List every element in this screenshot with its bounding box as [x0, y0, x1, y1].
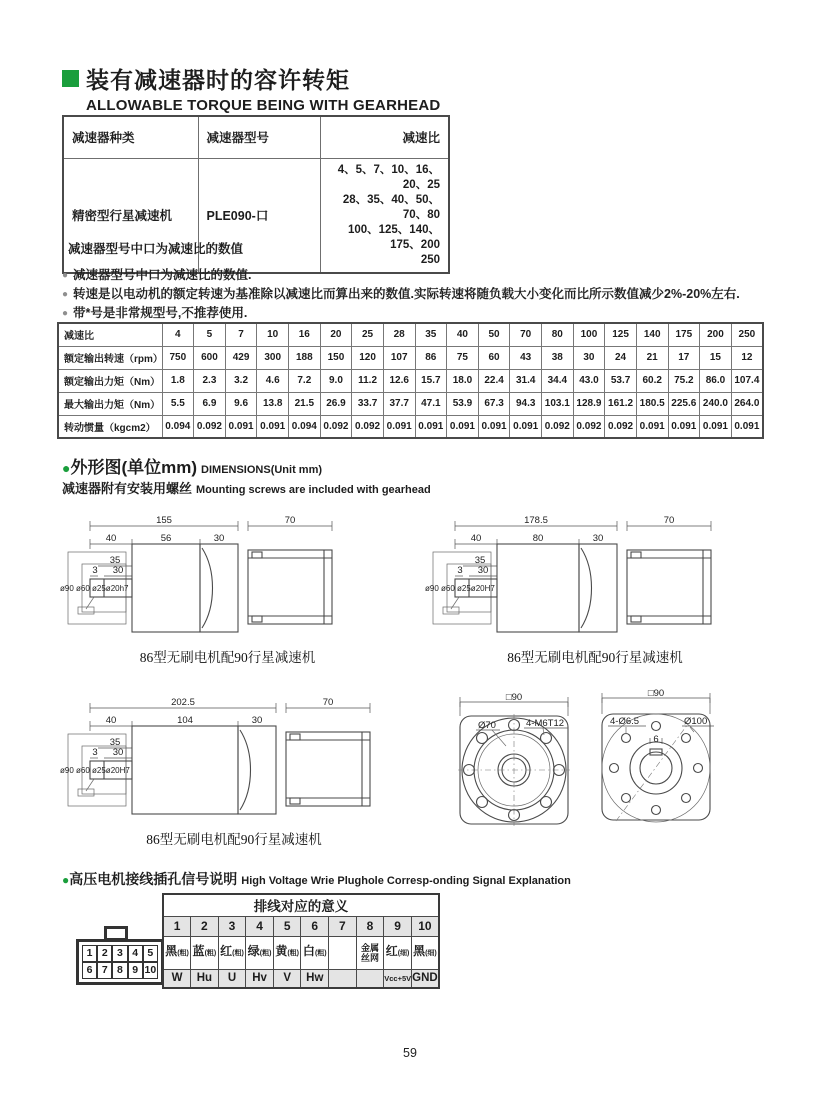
- spec-cell: 75: [447, 346, 479, 369]
- spec-cell: 7: [225, 323, 257, 346]
- flange-width-label: □90: [505, 692, 523, 703]
- spec-cell: 21: [636, 346, 668, 369]
- spec-table: [57, 322, 764, 439]
- spec-cell: 60.2: [636, 369, 668, 392]
- spec-cell: 0.091: [257, 415, 289, 438]
- spec-row: [58, 346, 763, 369]
- drawing-caption: 86型无刷电机配90行星减速机: [507, 650, 683, 665]
- spec-cell: 200: [700, 323, 732, 346]
- page-title: 装有减速器时的容许转矩: [86, 67, 350, 93]
- spec-cell: 429: [225, 346, 257, 369]
- note-item: [62, 266, 740, 285]
- dim-b: 56: [160, 533, 172, 544]
- spec-cell: 4: [162, 323, 194, 346]
- wire-color-cell: 黑(细): [411, 936, 439, 969]
- spec-cell: 100: [573, 323, 605, 346]
- bullet-icon: ●: [62, 289, 69, 300]
- spec-cell: 26.9: [320, 392, 352, 415]
- spec-cell: 128.9: [573, 392, 605, 415]
- ratio-line: 28、35、40、50、70、80: [342, 193, 440, 221]
- spec-cell: 86: [415, 346, 447, 369]
- note-text: 带*号是非常规型号,不推荐使用.: [73, 306, 248, 320]
- spec-cell: 4.6: [257, 369, 289, 392]
- signal-row: [163, 969, 439, 988]
- notes-list: [62, 266, 740, 323]
- spec-cell: 40: [447, 323, 479, 346]
- pin-number-cell: 2: [191, 916, 219, 936]
- signal-cell: [329, 969, 357, 988]
- connector-plug: [76, 926, 164, 985]
- page-title-en: ALLOWABLE TORQUE BEING WITH GEARHEAD: [86, 97, 441, 114]
- dim-e1: 35: [109, 737, 121, 748]
- pin-number-row: [163, 916, 439, 936]
- shaft-diameters-label: ø90 ø60 ø25ø20h7: [60, 584, 129, 593]
- spec-cell: 0.092: [573, 415, 605, 438]
- spec-table-body: [58, 323, 763, 438]
- dim-e2: 30: [112, 565, 124, 576]
- spec-cell: 0.091: [478, 415, 510, 438]
- spec-cell: 67.3: [478, 392, 510, 415]
- connector-pin: 7: [97, 962, 112, 979]
- spec-cell: 24: [605, 346, 637, 369]
- spec-cell: 3.2: [225, 369, 257, 392]
- wire-section-heading: [62, 869, 571, 889]
- spec-cell: 750: [162, 346, 194, 369]
- spec-cell: 10: [257, 323, 289, 346]
- dim-a: 40: [105, 533, 117, 544]
- spec-cell: 25: [352, 323, 384, 346]
- dim-b: 80: [532, 533, 544, 544]
- wire-color-row: [163, 936, 439, 969]
- wire-table: [162, 893, 440, 989]
- spec-cell: 0.091: [668, 415, 700, 438]
- drawing-caption: 86型无刷电机配90行星减速机: [139, 650, 316, 665]
- spec-cell: 12: [731, 346, 763, 369]
- spec-cell: 0.094: [289, 415, 321, 438]
- spec-cell: 2.3: [194, 369, 226, 392]
- dim-e2: 30: [477, 565, 489, 576]
- spec-cell: 0.092: [194, 415, 226, 438]
- side-view-drawing-2: [425, 512, 765, 644]
- spec-cell: 0.092: [605, 415, 637, 438]
- signal-cell: GND: [411, 969, 439, 988]
- connector-pin: 10: [143, 962, 158, 979]
- bullet-icon: ●: [62, 873, 70, 887]
- note-text: 减速器型号中口为减速比的数值.: [73, 268, 252, 282]
- spec-row-label: 转动惯量（kgcm2）: [58, 415, 162, 438]
- spec-cell: 50: [478, 323, 510, 346]
- spec-cell: 0.091: [731, 415, 763, 438]
- gearhead-col-type: 减速器种类: [63, 116, 198, 158]
- wire-table-title: 排线对应的意义: [163, 894, 439, 916]
- dim-c: 30: [213, 533, 225, 544]
- spec-cell: 0.091: [415, 415, 447, 438]
- spec-cell: 43.0: [573, 369, 605, 392]
- spec-cell: 12.6: [383, 369, 415, 392]
- spec-row: [58, 392, 763, 415]
- side-view-drawing-3: [60, 694, 408, 826]
- wire-color-cell: 蓝(粗): [191, 936, 219, 969]
- gearhead-model: PLE090-口: [198, 158, 320, 273]
- spec-cell: 53.9: [447, 392, 479, 415]
- spec-cell: 94.3: [510, 392, 542, 415]
- dimensions-heading: [62, 453, 322, 478]
- spec-cell: 35: [415, 323, 447, 346]
- signal-cell: Hv: [246, 969, 274, 988]
- spec-cell: 300: [257, 346, 289, 369]
- dim-b: 104: [177, 715, 193, 726]
- connector-pin: 9: [128, 962, 143, 979]
- spec-cell: 250: [731, 323, 763, 346]
- dimensions-note-en: Mounting screws are included with gearhead: [196, 484, 431, 496]
- flange-width-label: □90: [647, 688, 665, 699]
- connector-pin: 5: [143, 945, 158, 962]
- spec-cell: 75.2: [668, 369, 700, 392]
- signal-cell: U: [218, 969, 246, 988]
- connector-pin-grid: [82, 945, 158, 979]
- bullet-icon: ●: [62, 460, 71, 476]
- spec-cell: 43: [510, 346, 542, 369]
- signal-cell: [356, 969, 384, 988]
- side-view-drawing-1: [60, 512, 395, 644]
- spec-cell: 140: [636, 323, 668, 346]
- pin-number-cell: 7: [329, 916, 357, 936]
- note-item: [62, 304, 740, 323]
- spec-cell: 0.091: [636, 415, 668, 438]
- wire-color-cell: 红(细): [384, 936, 412, 969]
- dimensions-heading-en: DIMENSIONS(Unit mm): [201, 464, 323, 476]
- spec-cell: 175: [668, 323, 700, 346]
- flange-front-view: [448, 692, 580, 844]
- spec-cell: 0.091: [383, 415, 415, 438]
- signal-cell: V: [273, 969, 301, 988]
- wire-color-cell: 黄(粗): [273, 936, 301, 969]
- spec-cell: 9.6: [225, 392, 257, 415]
- pin-number-cell: 6: [301, 916, 329, 936]
- gearhead-ratios: [320, 158, 449, 273]
- connector-pin: 3: [112, 945, 127, 962]
- wire-color-cell: [329, 936, 357, 969]
- spec-cell: 30: [573, 346, 605, 369]
- signal-cell: Hu: [191, 969, 219, 988]
- spec-cell: 22.4: [478, 369, 510, 392]
- shaft-diameters-label: ø90 ø60 ø25ø20H7: [425, 584, 495, 593]
- spec-cell: 9.0: [320, 369, 352, 392]
- pin-number-cell: 5: [273, 916, 301, 936]
- gearhead-col-model: 减速器型号: [198, 116, 320, 158]
- dimensions-subtitle: [62, 478, 431, 498]
- spec-cell: 0.091: [510, 415, 542, 438]
- spec-cell: 7.2: [289, 369, 321, 392]
- connector-pin: 1: [82, 945, 97, 962]
- dimensions-heading-zh: 外形图(单位mm): [70, 458, 198, 477]
- gearhead-footnote: 减速器型号中口为减速比的数值: [68, 242, 244, 256]
- spec-cell: 0.091: [225, 415, 257, 438]
- spec-cell: 240.0: [700, 392, 732, 415]
- dim-c: 30: [251, 715, 263, 726]
- spec-cell: 86.0: [700, 369, 732, 392]
- spec-row-label: 最大输出力矩（Nm）: [58, 392, 162, 415]
- page-header: [62, 62, 440, 114]
- dim-a: 40: [105, 715, 117, 726]
- spec-cell: 20: [320, 323, 352, 346]
- connector-body: [76, 939, 164, 985]
- spec-cell: 34.4: [542, 369, 574, 392]
- dim-motor: 70: [284, 515, 296, 526]
- dim-a: 40: [470, 533, 482, 544]
- spec-cell: 21.5: [289, 392, 321, 415]
- spec-cell: 225.6: [668, 392, 700, 415]
- spec-row: [58, 415, 763, 438]
- dimensions-note-zh: 减速器附有安装用螺丝: [62, 481, 193, 496]
- wire-heading-en: High Voltage Wrie Plughole Corresp-onding Signal Explanation: [241, 875, 571, 887]
- bullet-icon: ●: [62, 308, 69, 319]
- wire-color-cell: 黑(粗): [163, 936, 191, 969]
- spec-cell: 264.0: [731, 392, 763, 415]
- spec-cell: 17: [668, 346, 700, 369]
- ratio-line: 250: [420, 253, 440, 266]
- flange-body-label: Ø100: [684, 716, 708, 727]
- spec-cell: 107: [383, 346, 415, 369]
- spec-cell: 28: [383, 323, 415, 346]
- dim-total: 178.5: [524, 515, 548, 526]
- dim-e3: 3: [92, 747, 98, 758]
- green-square-icon: [62, 70, 79, 87]
- dim-e3: 3: [457, 565, 463, 576]
- spec-cell: 31.4: [510, 369, 542, 392]
- dim-e3: 3: [92, 565, 98, 576]
- flange-bolts-label: 4-M6T12: [526, 718, 565, 729]
- dim-total: 155: [156, 515, 172, 526]
- flange-rear-view: [588, 688, 726, 844]
- spec-cell: 11.2: [352, 369, 384, 392]
- spec-cell: 1.8: [162, 369, 194, 392]
- spec-cell: 0.092: [542, 415, 574, 438]
- ratio-line: 100、125、140、175、200: [347, 223, 440, 251]
- spec-cell: 53.7: [605, 369, 637, 392]
- spec-cell: 47.1: [415, 392, 447, 415]
- wire-color-cell: 金属丝网: [356, 936, 384, 969]
- spec-cell: 5.5: [162, 392, 194, 415]
- spec-cell: 6.9: [194, 392, 226, 415]
- drawing-caption: 86型无刷电机配90行星减速机: [146, 832, 322, 847]
- flange-pilot-label: Ø70: [478, 720, 496, 731]
- spec-cell: 33.7: [352, 392, 384, 415]
- spec-cell: 80: [542, 323, 574, 346]
- spec-cell: 600: [194, 346, 226, 369]
- spec-row-label: 减速比: [58, 323, 162, 346]
- shaft-diameters-label: ø90 ø60 ø25ø20H7: [60, 766, 130, 775]
- pin-number-cell: 8: [356, 916, 384, 936]
- pin-number-cell: 1: [163, 916, 191, 936]
- spec-cell: 0.092: [352, 415, 384, 438]
- spec-cell: 18.0: [447, 369, 479, 392]
- dim-motor: 70: [663, 515, 675, 526]
- spec-cell: 0.094: [162, 415, 194, 438]
- dim-e1: 35: [474, 555, 486, 566]
- spec-cell: 0.092: [320, 415, 352, 438]
- keyway-width-label: 6: [653, 734, 659, 745]
- dim-c: 30: [592, 533, 604, 544]
- pin-number-cell: 10: [411, 916, 439, 936]
- pin-number-cell: 3: [218, 916, 246, 936]
- dim-e2: 30: [112, 747, 124, 758]
- spec-cell: 103.1: [542, 392, 574, 415]
- spec-cell: 60: [478, 346, 510, 369]
- spec-cell: 38: [542, 346, 574, 369]
- connector-pin: 8: [112, 962, 127, 979]
- spec-cell: 161.2: [605, 392, 637, 415]
- signal-cell: W: [163, 969, 191, 988]
- page-number: 59: [403, 1046, 417, 1060]
- note-item: [62, 285, 740, 304]
- connector-pin: 4: [128, 945, 143, 962]
- wire-color-cell: 白(粗): [301, 936, 329, 969]
- bullet-icon: ●: [62, 270, 69, 281]
- wire-color-cell: 红(粗): [218, 936, 246, 969]
- spec-cell: 37.7: [383, 392, 415, 415]
- spec-row: [58, 369, 763, 392]
- flange-holes-label: 4-Ø6.5: [610, 716, 640, 727]
- spec-cell: 0.091: [700, 415, 732, 438]
- signal-cell: Vcc+5V: [384, 969, 412, 988]
- spec-cell: 5: [194, 323, 226, 346]
- spec-row-label: 额定输出转速（rpm）: [58, 346, 162, 369]
- pin-number-cell: 9: [384, 916, 412, 936]
- spec-cell: 0.091: [447, 415, 479, 438]
- signal-cell: Hw: [301, 969, 329, 988]
- connector-pin: 6: [82, 962, 97, 979]
- spec-row: [58, 323, 763, 346]
- spec-cell: 180.5: [636, 392, 668, 415]
- spec-cell: 16: [289, 323, 321, 346]
- dim-total: 202.5: [171, 697, 195, 708]
- spec-cell: 15: [700, 346, 732, 369]
- spec-cell: 125: [605, 323, 637, 346]
- wire-color-cell: 绿(粗): [246, 936, 274, 969]
- spec-cell: 13.8: [257, 392, 289, 415]
- dim-e1: 35: [109, 555, 121, 566]
- note-text: 转速是以电动机的额定转速为基准除以减速比而算出来的数值.实际转速将随负载大小变化而比所示数值减少2%-20%左右.: [73, 287, 740, 301]
- spec-cell: 150: [320, 346, 352, 369]
- dim-motor: 70: [322, 697, 334, 708]
- connector-pin: 2: [97, 945, 112, 962]
- gearhead-type: 精密型行星减速机: [63, 158, 198, 273]
- spec-cell: 107.4: [731, 369, 763, 392]
- wire-heading-zh: 高压电机接线插孔信号说明: [69, 871, 238, 887]
- pin-number-cell: 4: [246, 916, 274, 936]
- spec-cell: 120: [352, 346, 384, 369]
- ratio-line: 4、5、7、10、16、20、25: [337, 163, 440, 191]
- spec-cell: 15.7: [415, 369, 447, 392]
- spec-cell: 70: [510, 323, 542, 346]
- spec-row-label: 额定输出力矩（Nm）: [58, 369, 162, 392]
- spec-cell: 188: [289, 346, 321, 369]
- gearhead-col-ratio: 减速比: [320, 116, 449, 158]
